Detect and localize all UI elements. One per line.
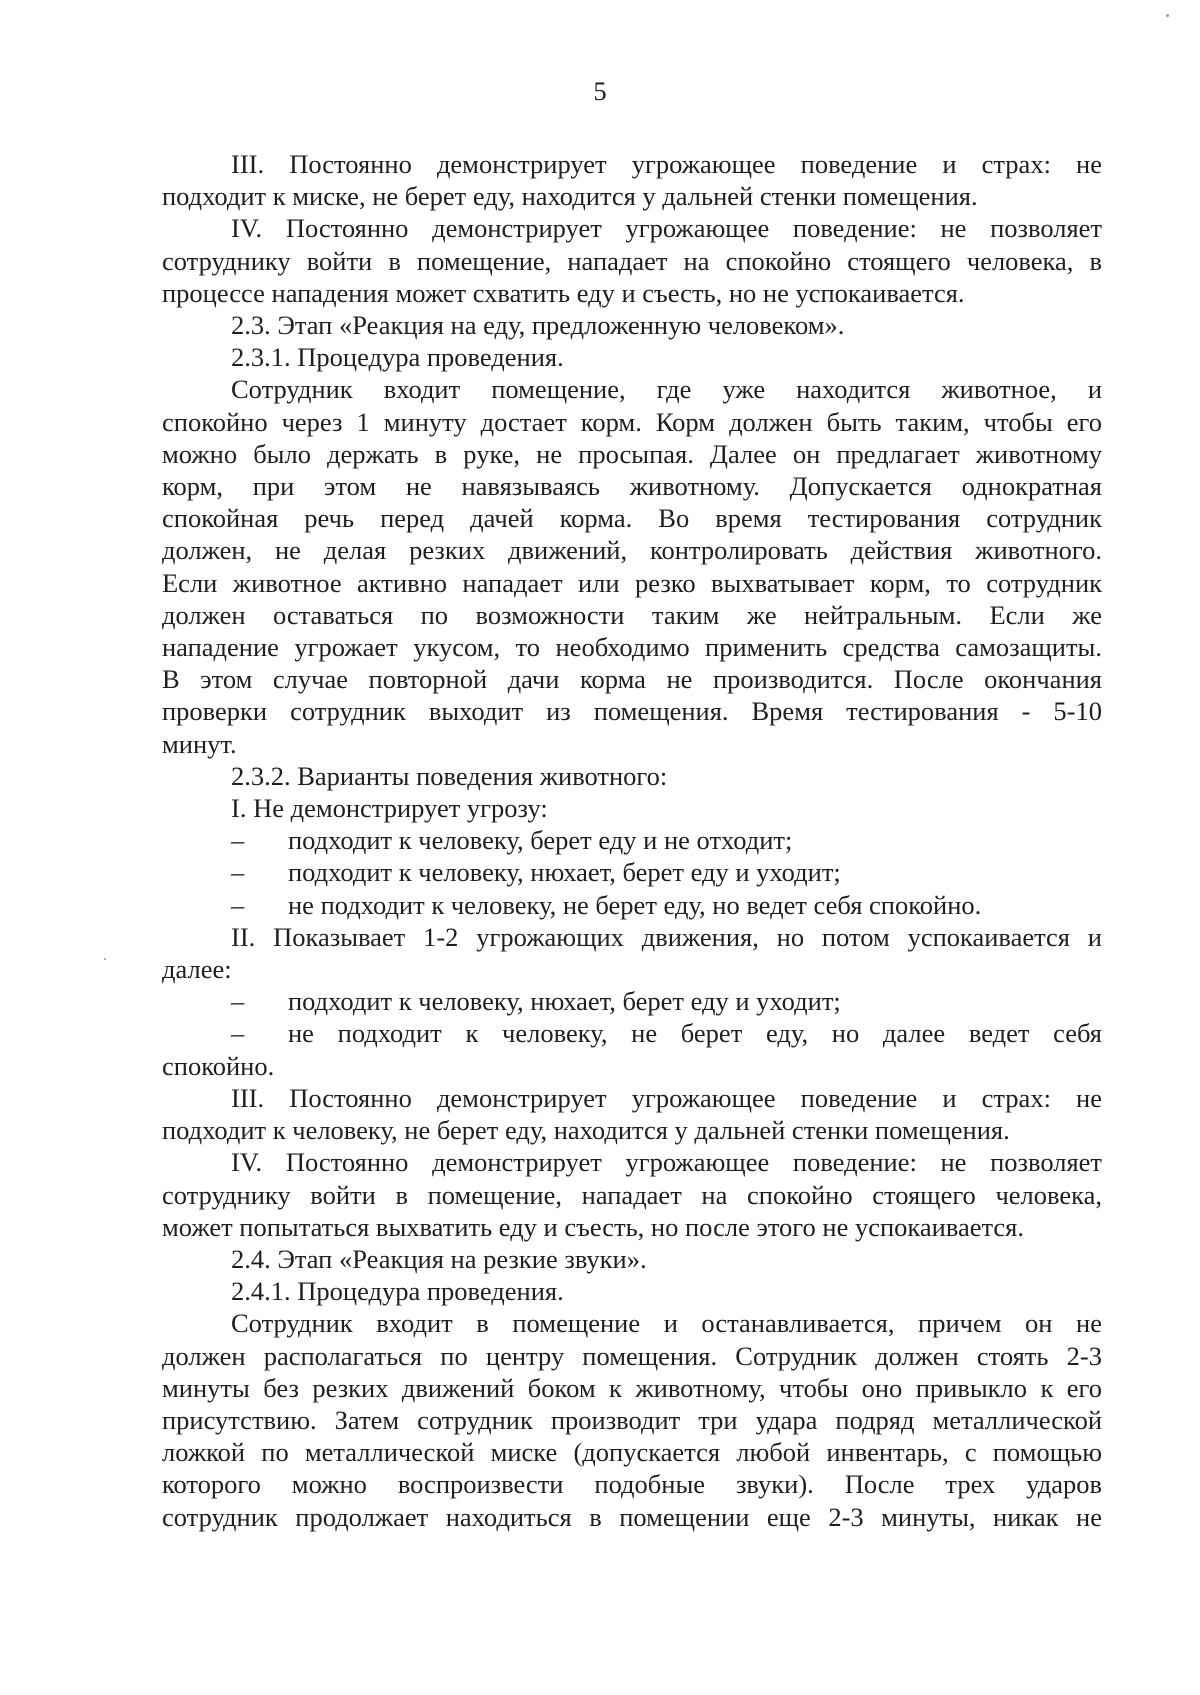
text-line: IV. Постоянно демонстрирует угрожающее поведение: не позволяет bbox=[231, 213, 1102, 244]
section-heading: 2.4. Этап «Реакция на резкие звуки». bbox=[231, 1243, 647, 1274]
text-line: процессе нападения может схватить еду и съесть, но не успокаивается. bbox=[162, 277, 965, 308]
text-line: В этом случае повторной дачи корма не производится. После окончания bbox=[162, 664, 1102, 695]
text-line: корм, при этом не навязываясь животному. Допускается однократная bbox=[162, 471, 1102, 502]
list-item bbox=[162, 985, 1102, 1017]
section-heading: 2.3.1. Процедура проведения. bbox=[231, 342, 564, 373]
text-line: минут. bbox=[162, 728, 237, 759]
section-heading: 2.4.1. Процедура проведения. bbox=[231, 1276, 564, 1307]
text-line: должен располагаться по центру помещения. Сотрудник должен стоять 2-3 bbox=[162, 1340, 1102, 1371]
list-item-text: подходит к человеку, нюхает, берет еду и уходит; bbox=[288, 986, 841, 1017]
text-line: должен, не делая резких движений, контролировать действия животного. bbox=[162, 535, 1102, 566]
list-item bbox=[162, 856, 1102, 888]
list-item-text: подходит к человеку, нюхает, берет еду и уходит; bbox=[288, 857, 841, 888]
variant-heading: I. Не демонстрирует угрозу: bbox=[231, 793, 548, 824]
text-line: сотруднику войти в помещение, нападает на спокойно стоящего человека, в bbox=[162, 245, 1102, 276]
text-line: спокойно. bbox=[162, 1050, 275, 1081]
list-item bbox=[162, 889, 1102, 921]
section-heading: 2.3. Этап «Реакция на еду, предложенную человеком». bbox=[231, 310, 845, 341]
text-line: присутствию. Затем сотрудник производит три удара подряд металлической bbox=[162, 1404, 1102, 1435]
text-line: спокойная речь перед дачей корма. Во время тестирования сотрудник bbox=[162, 503, 1102, 534]
variant-heading: III. Постоянно демонстрирует угрожающее поведение и страх: не bbox=[231, 1082, 1102, 1113]
text-line: должен оставаться по возможности таким же нейтральным. Если же bbox=[162, 599, 1102, 630]
text-line: Сотрудник входит помещение, где уже находится животное, и bbox=[231, 374, 1102, 405]
dash-marker: – bbox=[231, 889, 245, 920]
text-line: Если животное активно нападает или резко выхватывает корм, то сотрудник bbox=[162, 567, 1102, 598]
variant-heading: II. Показывает 1-2 угрожающих движения, но потом успокаивается и bbox=[231, 921, 1102, 952]
list-item bbox=[162, 1017, 1102, 1049]
dash-marker: – bbox=[231, 825, 245, 856]
scan-speck bbox=[104, 958, 106, 960]
text-line: спокойно через 1 минуту достает корм. Корм должен быть таким, чтобы его bbox=[162, 406, 1102, 437]
text-line: проверки сотрудник выходит из помещения. Время тестирования - 5-10 bbox=[162, 696, 1102, 727]
body-text bbox=[162, 148, 1102, 1533]
dash-marker: – bbox=[231, 857, 245, 888]
text-line: сотрудник продолжает находиться в помещении еще 2-3 минуты, никак не bbox=[162, 1501, 1102, 1532]
dash-marker: – bbox=[231, 1018, 245, 1049]
list-item-text: не подходит к человеку, не берет еду, но далее ведет себя bbox=[288, 1018, 1102, 1049]
section-heading: 2.3.2. Варианты поведения животного: bbox=[231, 760, 668, 791]
text-line: сотруднику войти в помещение, нападает на спокойно стоящего человека, bbox=[162, 1179, 1102, 1210]
text-line: подходит к человеку, не берет еду, находится у дальней стенки помещения. bbox=[162, 1115, 1010, 1146]
text-line: III. Постоянно демонстрирует угрожающее поведение и страх: не bbox=[231, 149, 1102, 179]
text-line: ложкой по металлической миске (допускается любой инвентарь, с помощью bbox=[162, 1437, 1102, 1468]
text-line: можно было держать в руке, не просыпая. Далее он предлагает животному bbox=[162, 438, 1102, 469]
scan-speck bbox=[1166, 14, 1169, 17]
text-line: которого можно воспроизвести подобные звуки). После трех ударов bbox=[162, 1469, 1102, 1500]
dash-marker: – bbox=[231, 986, 245, 1017]
text-line: может попытаться выхватить еду и съесть, но после этого не успокаивается. bbox=[162, 1211, 1024, 1242]
text-line: нападение угрожает укусом, то необходимо применить средства самозащиты. bbox=[162, 632, 1102, 663]
text-line: Сотрудник входит в помещение и останавливается, причем он не bbox=[231, 1308, 1102, 1339]
variant-heading: IV. Постоянно демонстрирует угрожающее поведение: не позволяет bbox=[231, 1147, 1102, 1178]
list-item-text: подходит к человеку, берет еду и не отходит; bbox=[288, 825, 793, 856]
text-line: далее: bbox=[162, 954, 232, 985]
text-line: минуты без резких движений боком к животному, чтобы оно привыкло к его bbox=[162, 1372, 1102, 1403]
list-item-text: не подходит к человеку, не берет еду, но ведет себя спокойно. bbox=[288, 889, 982, 920]
text-line: подходит к миске, не берет еду, находится у дальней стенки помещения. bbox=[162, 181, 978, 212]
list-item bbox=[162, 824, 1102, 856]
page-number: 5 bbox=[593, 76, 607, 106]
